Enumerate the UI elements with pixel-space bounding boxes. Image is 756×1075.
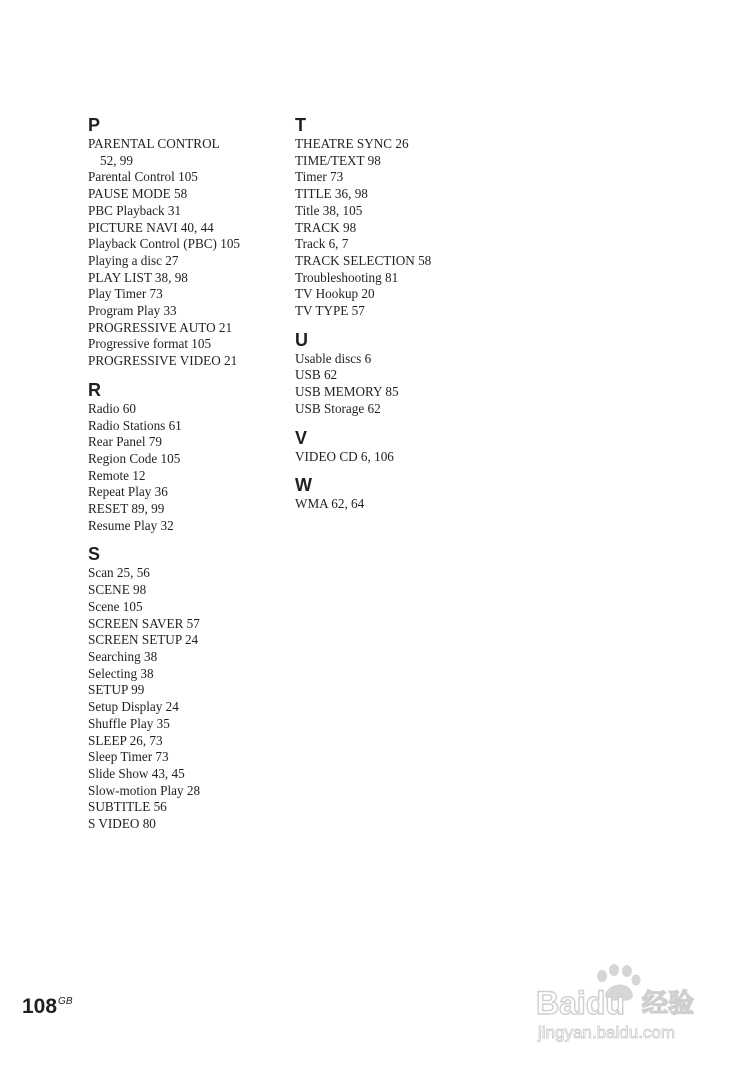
index-entry-text: TRACK SELECTION 58 — [295, 252, 432, 268]
index-entry-text: Scan 25, 56 — [88, 565, 150, 581]
index-entry — [88, 501, 288, 518]
index-entry — [88, 434, 288, 451]
index-entry — [88, 186, 288, 203]
index-section-v — [295, 427, 495, 466]
index-entry — [295, 384, 495, 401]
watermark-brand: Baidu — [536, 985, 625, 1021]
index-entry — [88, 451, 288, 468]
index-entry — [88, 418, 288, 435]
index-entry-text: PROGRESSIVE VIDEO 21 — [88, 353, 238, 369]
index-entry — [88, 582, 288, 599]
index-entry — [88, 169, 288, 186]
index-entry — [295, 449, 495, 466]
index-entry-text: SCENE 98 — [88, 582, 147, 598]
index-entry-text: RESET 89, 99 — [88, 501, 165, 517]
index-entry-text: Radio 60 — [88, 400, 136, 416]
index-entry-text: USB 62 — [295, 367, 338, 383]
index-entry — [88, 616, 288, 633]
index-entry — [295, 270, 495, 287]
index-entry — [88, 699, 288, 716]
index-entry — [88, 599, 288, 616]
index-entry-text: Timer 73 — [295, 169, 344, 185]
index-entry — [88, 253, 288, 270]
page-number-suffix: GB — [58, 996, 73, 1007]
index-entry-text: Progressive format 105 — [88, 336, 212, 352]
index-entry — [295, 169, 495, 186]
section-letter: R — [88, 379, 101, 400]
index-entry-text: PARENTAL CONTROL — [88, 136, 220, 151]
index-entry — [88, 632, 288, 649]
index-entry — [88, 799, 288, 816]
section-letter: V — [295, 427, 308, 448]
index-entry — [88, 320, 288, 337]
index-entry-text: USB Storage 62 — [295, 400, 381, 416]
index-entry-text: Playback Control (PBC) 105 — [88, 236, 241, 252]
index-entry — [88, 649, 288, 666]
index-entry-pages: 52, 99 — [100, 152, 133, 168]
index-entry-text: Title 38, 105 — [295, 202, 363, 218]
index-section-w — [295, 474, 495, 513]
index-entry-text: Remote 12 — [88, 467, 146, 483]
index-entry — [295, 496, 495, 513]
index-entry-text: Track 6, 7 — [295, 236, 349, 252]
section-letter: W — [295, 475, 312, 496]
index-entry-text: WMA 62, 64 — [295, 496, 365, 512]
index-entry-text: TITLE 36, 98 — [295, 186, 368, 202]
index-entry — [295, 351, 495, 368]
index-entry-text: Shuffle Play 35 — [88, 715, 170, 731]
index-section-u — [295, 329, 495, 418]
index-entry — [88, 816, 288, 833]
index-entry — [88, 749, 288, 766]
index-entry-text: Play Timer 73 — [88, 286, 163, 302]
index-entry — [295, 136, 495, 153]
index-section-p — [88, 114, 288, 370]
index-entry-text: Troubleshooting 81 — [295, 269, 399, 285]
index-entry-text: TIME/TEXT 98 — [295, 152, 381, 168]
index-entry — [295, 220, 495, 237]
index-entry — [295, 186, 495, 203]
index-entry — [295, 153, 495, 170]
section-letter: U — [295, 329, 308, 350]
index-entry-text: Scene 105 — [88, 598, 143, 614]
index-entry-text: TRACK 98 — [295, 219, 357, 235]
page-number — [22, 990, 73, 1019]
watermark-chinese: 经验 — [642, 989, 695, 1019]
index-entry — [88, 270, 288, 287]
index-entry — [88, 136, 288, 169]
index-entry — [88, 286, 288, 303]
index-entry — [295, 253, 495, 270]
index-entry — [88, 468, 288, 485]
index-entry — [88, 518, 288, 535]
index-entry — [88, 203, 288, 220]
index-section-r — [88, 379, 288, 535]
index-entry-text: SCREEN SETUP 24 — [88, 632, 199, 648]
section-letter: P — [88, 115, 101, 135]
index-entry-text: SLEEP 26, 73 — [88, 732, 163, 748]
section-letter: T — [295, 115, 306, 135]
index-entry-text: SUBTITLE 56 — [88, 799, 167, 815]
index-entry-text: Region Code 105 — [88, 450, 181, 466]
page-number-value: 108 — [22, 995, 58, 1018]
index-entry-text: THEATRE SYNC 26 — [295, 136, 409, 151]
index-entry-text: Setup Display 24 — [88, 699, 179, 715]
section-letter: S — [88, 544, 101, 565]
index-entry-text: Playing a disc 27 — [88, 252, 179, 268]
index-entry-text: TV Hookup 20 — [295, 286, 375, 302]
index-entry-text: Resume Play 32 — [88, 517, 174, 533]
index-section-t — [295, 114, 495, 320]
index-entry-text: VIDEO CD 6, 106 — [295, 448, 394, 464]
index-entry-text: Searching 38 — [88, 648, 158, 664]
index-entry-text: Slide Show 43, 45 — [88, 765, 185, 781]
index-entry — [88, 716, 288, 733]
index-entry-text: PBC Playback 31 — [88, 202, 182, 218]
index-entry — [295, 236, 495, 253]
index-entry-text: PICTURE NAVI 40, 44 — [88, 219, 214, 235]
index-entry — [295, 203, 495, 220]
watermark-url: jingyan.baidu.com — [538, 1023, 676, 1042]
index-entry — [88, 401, 288, 418]
index-entry — [295, 401, 495, 418]
index-entry-text: SETUP 99 — [88, 682, 145, 698]
index-entry-text: TV TYPE 57 — [295, 303, 365, 319]
index-entry — [295, 286, 495, 303]
index-entry — [295, 367, 495, 384]
index-column-right — [295, 114, 495, 522]
index-entry-text: PAUSE MODE 58 — [88, 186, 188, 202]
index-entry — [88, 783, 288, 800]
index-entry-text: PROGRESSIVE AUTO 21 — [88, 319, 233, 335]
index-entry — [295, 303, 495, 320]
index-entry-text: Program Play 33 — [88, 303, 177, 319]
index-entry-text: Selecting 38 — [88, 665, 154, 681]
index-entry-text: Radio Stations 61 — [88, 417, 182, 433]
index-entry — [88, 682, 288, 699]
index-entry — [88, 565, 288, 582]
index-entry — [88, 220, 288, 237]
index-entry — [88, 353, 288, 370]
index-entry — [88, 766, 288, 783]
index-entry — [88, 336, 288, 353]
index-column-left — [88, 114, 288, 842]
index-entry-text: Usable discs 6 — [295, 350, 372, 366]
index-section-s — [88, 543, 288, 832]
index-entry — [88, 484, 288, 501]
index-entry-text: Slow-motion Play 28 — [88, 782, 201, 798]
index-entry-text: Sleep Timer 73 — [88, 749, 169, 765]
index-entry — [88, 236, 288, 253]
baidu-jingyan-watermark — [528, 958, 718, 1048]
index-entry — [88, 666, 288, 683]
index-entry — [88, 733, 288, 750]
index-entry-text: Parental Control 105 — [88, 169, 198, 185]
index-entry-text: S VIDEO 80 — [88, 816, 156, 832]
index-entry-text: Rear Panel 79 — [88, 434, 162, 450]
index-entry — [88, 303, 288, 320]
index-entry-text: SCREEN SAVER 57 — [88, 615, 200, 631]
index-entry-text: USB MEMORY 85 — [295, 384, 399, 400]
index-entry-text: PLAY LIST 38, 98 — [88, 269, 188, 285]
index-entry-text: Repeat Play 36 — [88, 484, 168, 500]
